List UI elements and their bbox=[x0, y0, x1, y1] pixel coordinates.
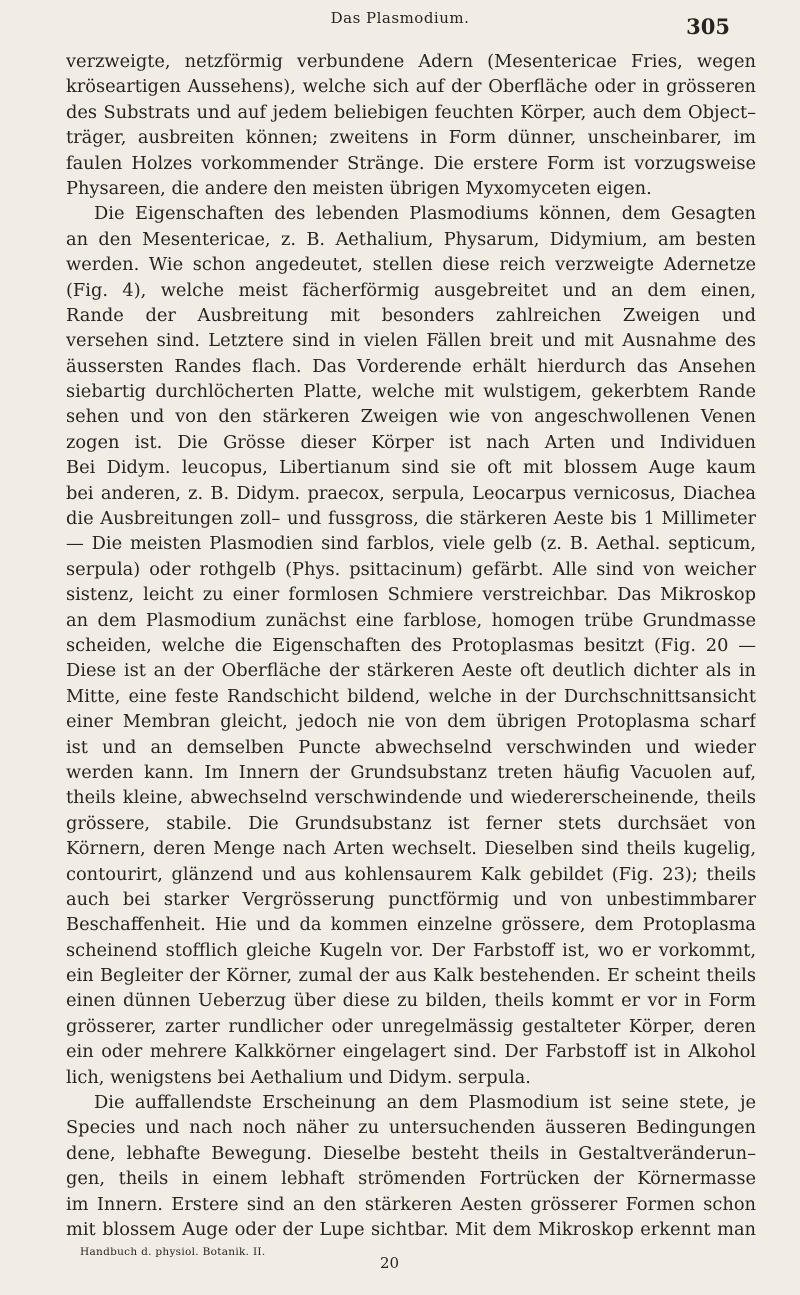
text-line: grössere, stabile. Die Grundsubstanz ist ferner stets durchsäet von bbox=[66, 812, 756, 834]
text-line: äussersten Randes flach. Das Vorderende erhält hierdurch das Ansehen bbox=[66, 355, 756, 377]
text-line: an dem Plasmodium zunächst eine farblose, homogen trübe Grundmasse bbox=[66, 609, 756, 631]
page-number: 305 bbox=[686, 14, 730, 39]
text-line: zogen ist. Die Grösse dieser Körper ist nach Arten und Individuen bbox=[66, 431, 756, 453]
text-line: mit blossem Auge oder der Lupe sichtbar. Mit dem Mikroskop erkennt man bbox=[66, 1218, 756, 1240]
text-line: ein Begleiter der Körner, zumal der aus Kalk bestehenden. Er scheint theils bbox=[66, 965, 756, 987]
text-line: bei anderen, z. B. Didym. praecox, serpula, Leocarpus vernicosus, Diachea bbox=[66, 482, 756, 504]
text-line: faulen Holzes vorkommender Stränge. Die erstere Form ist vorzugsweise bbox=[66, 152, 756, 174]
text-line: grösserer, zarter rundlicher oder unregelmässig gestalteter Körper, deren bbox=[66, 1015, 756, 1037]
text-line: sistenz, leicht zu einer formlosen Schmiere verstreichbar. Das Mikroskop bbox=[66, 584, 756, 606]
text-line: dene, lebhafte Bewegung. Dieselbe besteht theils in Gestaltveränderun– bbox=[66, 1142, 756, 1164]
text-line: Die auffallendste Erscheinung an dem Plasmodium ist seine stete, je bbox=[94, 1092, 756, 1114]
text-line: Beschaffenheit. Hie und da kommen einzelne grössere, dem Protoplasma bbox=[66, 914, 756, 936]
text-line: an den Mesentericae, z. B. Aethalium, Physarum, Didymium, am besten bbox=[66, 228, 756, 250]
text-line: werden kann. Im Innern der Grundsubstanz treten häufig Vacuolen auf, bbox=[66, 761, 756, 783]
text-line: Rande der Ausbreitung mit besonders zahlreichen Zweigen und bbox=[66, 304, 756, 326]
text-line: Körnern, deren Menge nach Arten wechselt. Dieselben sind theils kugelig, bbox=[66, 838, 756, 860]
text-line: sehen und von den stärkeren Zweigen wie von angeschwollenen Venen bbox=[66, 406, 756, 428]
text-line: Mitte, eine feste Randschicht bildend, welche in der Durchschnittsansicht bbox=[66, 685, 756, 707]
text-line: auch bei starker Vergrösserung punctförmig und von unbestimmbarer bbox=[66, 888, 756, 910]
text-line: einer Membran gleicht, jedoch nie von dem übrigen Protoplasma scharf bbox=[66, 711, 756, 733]
text-line: serpula) oder rothgelb (Phys. psittacinum) gefärbt. Alle sind von weicher bbox=[66, 558, 756, 580]
page-header bbox=[0, 0, 800, 48]
text-line: — Die meisten Plasmodien sind farblos, viele gelb (z. B. Aethal. septicum, bbox=[66, 533, 756, 555]
text-line: werden. Wie schon angedeutet, stellen diese reich verzweigte Adernetze bbox=[66, 254, 756, 276]
text-line: scheiden, welche die Eigenschaften des Protoplasmas besitzt (Fig. 20 — bbox=[66, 634, 756, 656]
text-line: im Innern. Erstere sind an den stärkeren Aesten grösserer Formen schon bbox=[66, 1193, 756, 1215]
text-line: Die Eigenschaften des lebenden Plasmodiums können, dem Gesagten bbox=[94, 203, 756, 225]
text-line: träger, ausbreiten können; zweitens in Form dünner, unscheinbarer, im bbox=[66, 127, 756, 149]
text-line: gen, theils in einem lebhaft strömenden Fortrücken der Körnermasse bbox=[66, 1168, 756, 1190]
text-line: scheinend stofflich gleiche Kugeln vor. Der Farbstoff ist, wo er vorkommt, bbox=[66, 939, 756, 961]
text-line: theils kleine, abwechselnd verschwindende und wiedererscheinende, theils bbox=[66, 787, 756, 809]
text-line: Bei Didym. leucopus, Libertianum sind sie oft mit blossem Auge kaum bbox=[66, 457, 756, 479]
text-line: verzweigte, netzförmig verbundene Adern (Mesentericae Fries, wegen bbox=[66, 51, 756, 72]
text-line: Species und nach noch näher zu untersuchenden äusseren Bedingungen bbox=[66, 1117, 756, 1139]
text-line: contourirt, glänzend und aus kohlensaurem Kalk gebildet (Fig. 23); theils bbox=[66, 863, 756, 885]
body-text bbox=[66, 49, 756, 1242]
signature-mark: 20 bbox=[380, 1254, 400, 1272]
text-line: des Substrats und auf jedem beliebigen feuchten Körper, auch dem Object– bbox=[66, 101, 756, 123]
text-line: einen dünnen Ueberzug über diese zu bilden, theils kommt er vor in Form bbox=[66, 990, 756, 1012]
text-line: Physareen, die andere den meisten übrigen Myxomyceten eigen. bbox=[66, 177, 652, 199]
running-title: Das Plasmodium. bbox=[330, 9, 470, 27]
text-line: (Fig. 4), welche meist fächerförmig ausgebreitet und an dem einen, bbox=[66, 279, 756, 301]
text-line: die Ausbreitungen zoll– und fussgross, die stärkeren Aeste bis 1 Millimeter bbox=[66, 508, 756, 530]
text-line: kröseartigen Aussehens), welche sich auf der Oberfläche oder in grösseren bbox=[66, 76, 756, 98]
text-line: siebartig durchlöcherten Platte, welche mit wulstigem, gekerbtem Rande bbox=[66, 381, 756, 403]
text-line: Diese ist an der Oberfläche der stärkeren Aeste oft deutlich dichter als in bbox=[66, 660, 756, 682]
text-line: lich, wenigstens bei Aethalium und Didym. serpula. bbox=[66, 1066, 531, 1088]
text-line: ist und an demselben Puncte abwechselnd verschwinden und wieder bbox=[66, 736, 756, 758]
text-line: ein oder mehrere Kalkkörner eingelagert sind. Der Farbstoff ist in Alkohol bbox=[66, 1041, 756, 1063]
text-line: versehen sind. Letztere sind in vielen Fällen breit und mit Ausnahme des bbox=[66, 330, 756, 352]
book-title-footnote: Handbuch d. physiol. Botanik. II. bbox=[80, 1246, 266, 1258]
